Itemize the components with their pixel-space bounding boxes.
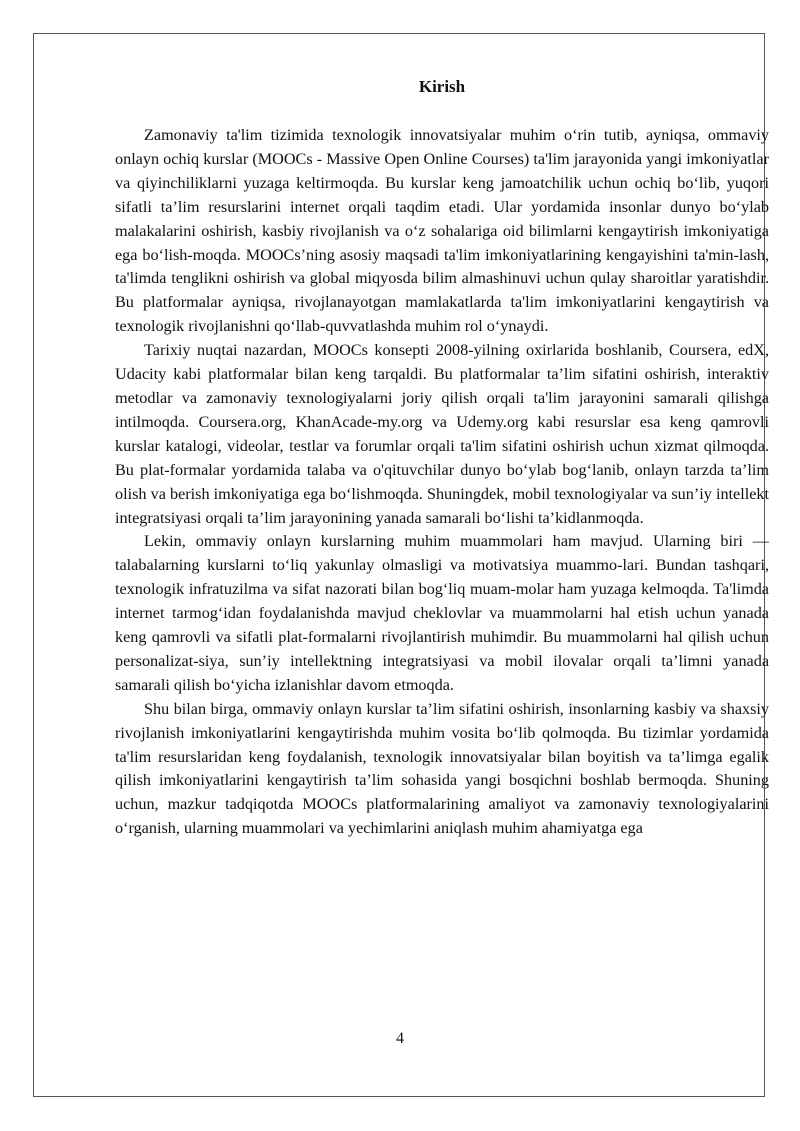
paragraph-conclusion: Shu bilan birga, ommaviy onlayn kurslar ta’lim sifatini oshirish, insonlarning kasbiy va shaxsiy rivojlanish imkoniyatlarini kengaytirishda muhim vosita bo‘lib qolmoqda. Bu tizimlar yordamida ta'lim resurslaridan keng foydalanish, texnologik innovatsiyalar bilan boyitish va ta’limga egalik qilish imkoniyatlarini kengaytirish ta’lim sohasida yangi bosqichni boshlab bermoqda. Shuning uchun, mazkur tadqiqotda MOOCs platformalarining amaliyot va zamonaviy texnologiyalarini o‘rganish, ularning muammolari va yechimlarini aniqlash muhim ahamiyatga ega [115, 699, 769, 838]
paragraph-problems: Lekin, ommaviy onlayn kurslarning muhim muammolari ham mavjud. Ularning biri — talabalarning kurslarni to‘liq yakunlay olmasligi va motivatsiya muammo-lari. Bundan tashqari, texnologik infratuzilma va sifat nazorati bilan bog‘liq muam-molar ham yuzaga kelmoqda. Ta'limda internet tarmog‘idan foydalanishda mavjud cheklovlar va muammolarni hal etish uchun yanada keng qamrovli va sifatli plat-formalarni rivojlantirish muhimdir. Bu muammolarni hal qilish uchun personalizat-siya, sun’iy intellektning integratsiyasi va mobil ilovalar orqali ta’limni yanada samarali qilish bo‘yicha izlanishlar davom etmoqda. [115, 532, 769, 694]
paragraph-history: Tarixiy nuqtai nazardan, MOOCs konsepti 2008-yilning oxirlarida boshlanib, Coursera, edX, Udacity kabi platformalar bilan keng tarqaldi. Bu platformalar ta’lim sifatini oshirish, interaktiv metodlar va zamonaviy texnologiyalarni joriy qilish orqali ta'lim jarayonini samarali qilishga intilmoqda. Coursera.org, KhanAcade-my.org va Udemy.org kabi resurslar esa keng qamrovli kurslar katalogi, videolar, testlar va forumlar orqali ta'lim sifatini oshirish uchun xizmat qilmoqda. Bu plat-formalar yordamida talaba va o'qituvchilar dunyo bo‘ylab bog‘lanib, onlayn tarzda ta’lim olish va berish imkoniyatiga ega bo‘lishmoqda. Shuningdek, mobil texnologiyalar va sun’iy intellekt integratsiyasi orqali ta’lim jarayonining yanada samarali bo‘lishi ta’kidlanmoqda. [115, 341, 769, 527]
page-number: 4 [396, 1030, 404, 1047]
document-body [115, 74, 769, 841]
paragraph-intro: Zamonaviy ta'lim tizimida texnologik innovatsiyalar muhim o‘rin tutib, ayniqsa, ommaviy onlayn ochiq kurslar (MOOCs - Massive Open Online Courses) ta'lim jarayonida yangi imkoniyatlar va qiyinchiliklarni yuzaga keltirmoqda. Bu kurslar keng jamoatchilik uchun ochiq bo‘lib, yuqori sifatli ta’lim resurslarini internet orqali taqdim etadi. Ular yordamida insonlar dunyo bo‘ylab malakalarini oshirish, kasbiy rivojlanish va o‘z sohalariga oid bilimlarni kengaytirish imkoniyatiga ega bo‘lish-moqda. MOOCs’ning asosiy maqsadi ta'lim imkoniyatlarining kengayishini ta'min-lash, ta'limda tenglikni oshirish va global miqyosda bilim almashinuvi uchun qulay sharoitlar yaratishdir. Bu platformalar ayniqsa, rivojlanayotgan mamlakatlarda ta'lim imkoniyatlarini kengaytirish va texnologik rivojlanishni qo‘llab-quvvatlashda muhim rol o‘ynaydi. [115, 126, 769, 336]
section-title: Kirish [418, 77, 466, 96]
